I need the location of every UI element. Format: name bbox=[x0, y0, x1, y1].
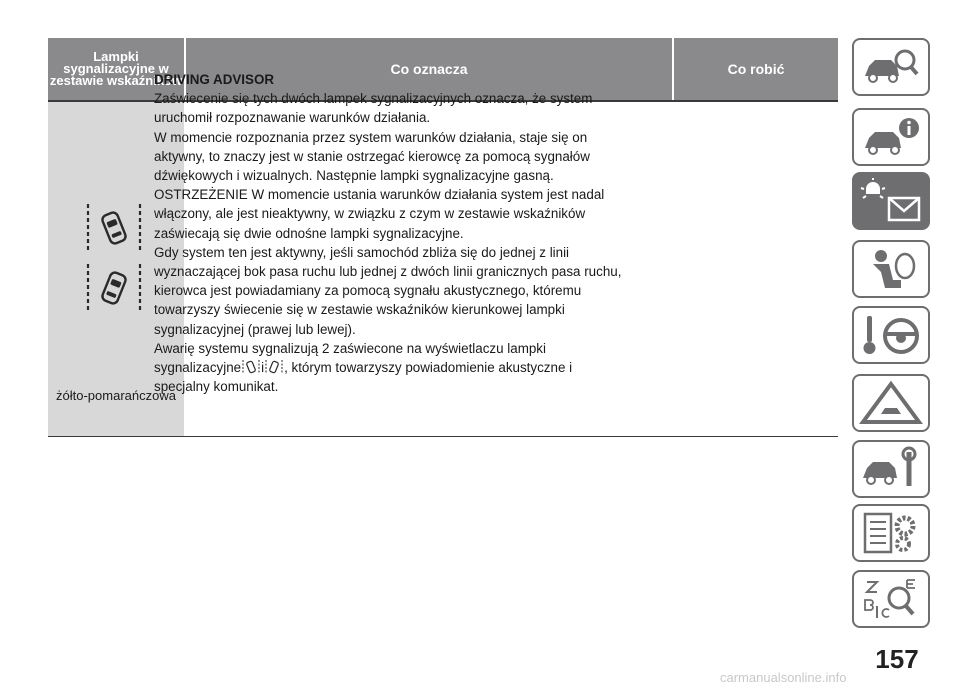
warning-light-envelope-icon bbox=[859, 178, 923, 224]
tab-index[interactable] bbox=[852, 570, 930, 628]
lane-right-inline-icon bbox=[264, 359, 284, 375]
warning-triangle-icon bbox=[859, 380, 923, 426]
seat-airbag-icon bbox=[859, 246, 923, 292]
alphabetical-index-icon bbox=[859, 576, 923, 622]
tab-seat-airbag[interactable] bbox=[852, 240, 930, 298]
meaning-text bbox=[154, 70, 624, 396]
lane-departure-left-icon bbox=[82, 200, 146, 254]
tab-car-service[interactable] bbox=[852, 440, 930, 498]
car-magnifier-icon bbox=[859, 44, 923, 90]
car-wrench-icon bbox=[859, 446, 923, 492]
lane-left-inline-icon bbox=[241, 359, 261, 375]
tab-car-magnifier[interactable] bbox=[852, 38, 930, 96]
paragraph-3: OSTRZEŻENIE W momencie ustania warunków działania system jest nadal włączony, ale jest nieaktywny, w związku z czym w zestawie wskaźników zaświecają się dwie odnośne lampki sygnalizacyjne. bbox=[154, 187, 605, 241]
car-info-icon bbox=[859, 114, 923, 160]
tab-warning-lights[interactable] bbox=[852, 172, 930, 230]
paragraph-5-start: Awarię systemu sygnalizują 2 zaświecone na wyświetlaczu lampki sygnalizacyjne bbox=[154, 340, 546, 376]
paragraph-5-mid: i bbox=[261, 360, 265, 376]
header-meaning: Co oznacza bbox=[186, 38, 672, 100]
paragraph-2: W momencie rozpoznania przez system warunków działania, staje się on aktywny, to znaczy jest w stanie ostrzegać kierowcę za pomocą sygnałów dźwiękowych i wizualnych. Następnie lampki sygnalizacyjne gasną. bbox=[154, 129, 590, 184]
paragraph-4: Gdy system ten jest aktywny, jeśli samochód zbliża się do jednej z linii wyznaczającej bok pasa ruchu lub jednej z dwóch linii granicznych pasa ruchu, kierowca jest powiadamiany za pomocą sygnału akustycznego, któremu towarzyszy świecenie się w zestawie wskaźników kierunkowej lampki sygnalizacyjnej (prawej lub lewej). bbox=[154, 244, 622, 337]
paragraph-5 bbox=[154, 339, 624, 397]
specifications-gear-icon bbox=[859, 510, 923, 556]
lamp-color-label: żółto-pomarańczowa bbox=[56, 388, 176, 403]
header-warning-lights: Lampki sygnalizacyjne w zestawie wskaźników bbox=[48, 38, 184, 100]
paragraph-5-end: , którym towarzyszy powiadomienie akustyczne i specjalny komunikat. bbox=[154, 360, 573, 395]
page-number: 157 bbox=[875, 644, 919, 674]
header-action: Co robić bbox=[674, 38, 838, 100]
steering-wheel-key-icon bbox=[859, 312, 923, 358]
tab-specifications[interactable] bbox=[852, 504, 930, 562]
tab-car-info[interactable] bbox=[852, 108, 930, 166]
action-cell bbox=[674, 102, 838, 436]
paragraph-1: Zaświecenie się tych dwóch lampek sygnalizacyjnych oznacza, że system uruchomił rozpoznawanie warunków działania. bbox=[154, 91, 593, 126]
lane-departure-right-icon bbox=[82, 260, 146, 314]
watermark: carmanualsonline.info bbox=[720, 670, 847, 685]
table-bottom-rule bbox=[48, 436, 838, 437]
tab-emergency[interactable] bbox=[852, 374, 930, 432]
section-title: DRIVING ADVISOR bbox=[154, 72, 275, 87]
tab-steering-key[interactable] bbox=[852, 306, 930, 364]
